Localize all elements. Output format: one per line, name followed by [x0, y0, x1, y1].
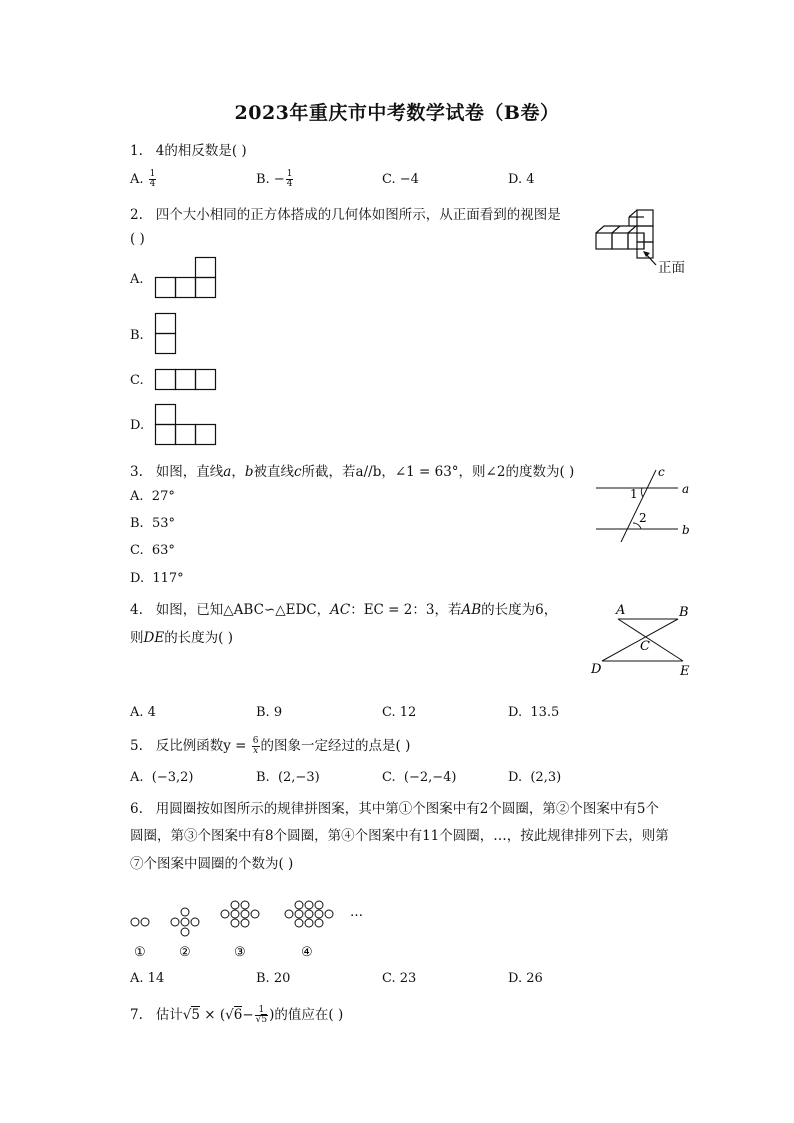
option-label: A. [130, 971, 144, 986]
pattern-1 [131, 918, 149, 926]
view-square [156, 314, 176, 334]
variable: AC [330, 602, 351, 618]
option-label: D. [508, 705, 523, 720]
radicand: 5 [261, 1015, 268, 1025]
fraction-numerator: 6 [252, 736, 259, 746]
option-value: 4 [147, 705, 156, 720]
option-label: B. [130, 516, 144, 531]
option-value: 53° [151, 516, 175, 531]
fraction-numerator: 1 [255, 1006, 268, 1016]
question-text: × ( [199, 1007, 226, 1023]
radicand: 6 [233, 1007, 243, 1023]
option-4c [382, 705, 416, 720]
cube-edge [628, 226, 636, 233]
option-label: A. [130, 770, 144, 785]
pattern-2 [171, 908, 199, 936]
cube-edge [629, 210, 637, 217]
cube-face [637, 226, 653, 242]
option-1c [382, 172, 419, 187]
option-label: A. [130, 489, 144, 504]
question-text: ：EC = 2：3，若 [350, 602, 462, 618]
option-2d-label: D. [130, 418, 145, 433]
option-2c-label: C. [130, 373, 144, 388]
cube-edge [612, 226, 620, 233]
option-4b [256, 705, 282, 720]
radicand: 5 [191, 1007, 200, 1023]
cube-face [596, 233, 612, 249]
option-value: 117° [152, 571, 184, 586]
option-1d [508, 172, 535, 187]
view-square [176, 278, 196, 298]
cube-face [612, 233, 628, 249]
question-text: 的长度为( ) [164, 630, 234, 646]
view-square [176, 370, 196, 390]
option-2d-figure [155, 404, 217, 446]
option-value: −4 [399, 172, 419, 187]
option-label: C. [382, 971, 396, 986]
option-label: B. [256, 705, 270, 720]
cube-face [637, 242, 653, 258]
view-square [176, 425, 196, 445]
option-5b [256, 770, 320, 785]
circle [181, 918, 189, 926]
fraction-denominator: 4 [286, 179, 293, 189]
pattern-4 [285, 901, 333, 927]
variable: a [223, 464, 232, 480]
option-label: D. [508, 172, 523, 187]
arrow-head-icon [643, 251, 650, 257]
question-number: 1. [130, 143, 143, 159]
label-c: c [658, 465, 665, 479]
option-2a-label: A. [130, 272, 144, 287]
option-5c [382, 770, 457, 785]
option-6c [382, 971, 416, 986]
question-text: 反比例函数y = [155, 738, 251, 754]
label-E: E [680, 664, 690, 679]
label-angle-2: 2 [639, 511, 647, 525]
question-number: 4. [130, 602, 143, 618]
cube-face [637, 210, 653, 226]
option-label: B. [256, 770, 270, 785]
option-value: 27° [151, 489, 175, 504]
option-1b [256, 170, 294, 189]
option-6a [130, 971, 164, 986]
question-text: 用圆圈按如图所示的规律拼图案，其中第①个图案中有2个圆圈，第②个图案中有5个 [155, 801, 659, 817]
question-text: 估计 [155, 1007, 183, 1023]
figure-label-front: 正面 [658, 260, 685, 276]
question-number: 2. [130, 207, 143, 223]
label-B: B [679, 605, 689, 620]
sqrt-icon: √ [182, 1007, 192, 1023]
option-label: C. [382, 705, 396, 720]
option-value: (−2,−4) [403, 770, 457, 785]
view-square [196, 425, 216, 445]
option-2b-figure [155, 313, 177, 355]
fraction-denominator: x [253, 746, 259, 756]
option-4d [508, 705, 559, 720]
view-square [156, 425, 176, 445]
option-value: 14 [147, 971, 165, 986]
question-text: 四个大小相同的正方体搭成的几何体如图所示，从正面看到的视图是 [155, 207, 561, 223]
circle [131, 918, 139, 926]
option-2c-figure [155, 369, 217, 391]
label-A: A [616, 603, 626, 618]
label-b: b [682, 523, 690, 537]
question-number: 6. [130, 801, 143, 817]
question-5 [130, 734, 410, 756]
question-text-cont: ( ) [130, 231, 145, 247]
circle [141, 918, 149, 926]
fraction-numerator: 1 [149, 169, 156, 179]
option-label: D. [508, 971, 523, 986]
page-title: 2023年重庆市中考数学试卷（B卷） [234, 102, 560, 124]
pattern-label-2: ② [179, 945, 191, 960]
parallel-lines-figure [594, 466, 694, 546]
pattern-label-4: ④ [301, 945, 313, 960]
option-6b [256, 971, 290, 986]
question-text: 如图，直线 [155, 464, 224, 480]
question-6-line2: 圆圈，第③个图案中有8个圆圈，第④个图案中有11个圆圈，…，按此规律排列下去，则第 [130, 828, 669, 844]
fraction [255, 1006, 268, 1025]
label-angle-1: 1 [630, 487, 638, 501]
similar-triangles-figure [588, 600, 698, 682]
option-label: B. [256, 172, 270, 187]
segment-ae [618, 619, 683, 661]
circle-pattern-figure [128, 898, 378, 960]
variable: AB [461, 602, 482, 618]
circle [181, 928, 189, 936]
variable: b [244, 464, 254, 480]
question-7 [130, 1003, 343, 1025]
fraction [149, 170, 157, 189]
view-square [196, 258, 216, 278]
option-6d [508, 971, 543, 986]
view-square [156, 370, 176, 390]
cube-face [628, 233, 644, 249]
circle [191, 918, 199, 926]
minus-sign: − [273, 172, 285, 187]
view-square [196, 278, 216, 298]
variable: DE [143, 630, 165, 646]
fraction-denominator: 4 [149, 179, 156, 189]
fraction-numerator: 1 [286, 169, 293, 179]
option-value: (2,3) [530, 770, 562, 785]
pattern-ellipsis: … [350, 905, 363, 920]
question-text: ， [231, 464, 245, 480]
option-value: 12 [399, 705, 417, 720]
minus-sign: − [242, 1007, 254, 1023]
option-label: B. [256, 971, 270, 986]
line-c [621, 470, 656, 542]
angle-1-arc [641, 488, 643, 497]
label-a: a [682, 482, 690, 496]
pattern-label-3: ③ [234, 945, 246, 960]
view-square [196, 370, 216, 390]
option-label: C. [382, 770, 396, 785]
variable: c [293, 464, 302, 480]
view-square [156, 405, 176, 425]
option-value: 23 [399, 971, 417, 986]
label-C: C [640, 639, 650, 654]
pattern-3 [221, 901, 259, 927]
question-3 [130, 460, 574, 480]
question-text: 被直线 [253, 464, 294, 480]
label-D: D [591, 662, 602, 677]
option-value: 20 [273, 971, 291, 986]
question-4 [130, 598, 557, 618]
question-number: 3. [130, 464, 143, 480]
option-value: 4 [526, 172, 535, 187]
option-value: 26 [526, 971, 543, 986]
circle [171, 918, 179, 926]
question-text: 如图，已知△ABC∽△EDC， [155, 602, 331, 618]
option-1a [130, 170, 157, 189]
question-4-line2 [130, 626, 233, 646]
question-text: 则 [130, 630, 144, 646]
option-4a [130, 705, 156, 720]
option-3c [130, 543, 175, 558]
pattern-label-1: ① [134, 945, 146, 960]
option-2b-label: B. [130, 328, 144, 343]
question-text: 所截，若a//b，∠1 = 63°，则∠2的度数为( ) [301, 464, 575, 480]
option-2a-figure [155, 257, 217, 299]
view-square [156, 334, 176, 354]
option-label: D. [130, 571, 145, 586]
option-label: C. [382, 172, 396, 187]
option-value: (2,−3) [277, 770, 320, 785]
circle [181, 908, 189, 916]
question-text: )的值应在( ) [269, 1007, 344, 1023]
question-text: 的图象一定经过的点是( ) [260, 738, 411, 754]
option-5d [508, 770, 561, 785]
option-label: A. [130, 172, 144, 187]
fraction-denominator [255, 1016, 268, 1025]
option-value: (−3,2) [151, 770, 194, 785]
question-text: 的长度为6， [481, 602, 558, 618]
fraction [252, 737, 260, 756]
option-3d [130, 571, 184, 586]
view-square [156, 278, 176, 298]
option-value: 63° [151, 543, 175, 558]
option-3b [130, 516, 175, 531]
option-label: D. [508, 770, 523, 785]
question-6-line3: ⑦个图案中圆圈的个数为( ) [130, 856, 294, 872]
option-5a [130, 770, 194, 785]
sqrt-icon: √ [225, 1007, 234, 1023]
question-1 [130, 139, 247, 159]
question-6 [130, 797, 659, 817]
option-value: 9 [273, 705, 283, 720]
option-label: C. [130, 543, 144, 558]
option-label: A. [130, 705, 144, 720]
option-value: 13.5 [530, 705, 560, 720]
question-number: 7. [130, 1007, 143, 1023]
fraction [286, 170, 294, 189]
question-text: 4的相反数是( ) [155, 143, 247, 159]
sqrt-icon: √ [255, 1015, 262, 1025]
option-3a [130, 489, 175, 504]
question-number: 5. [130, 738, 143, 754]
question-2 [130, 203, 561, 223]
